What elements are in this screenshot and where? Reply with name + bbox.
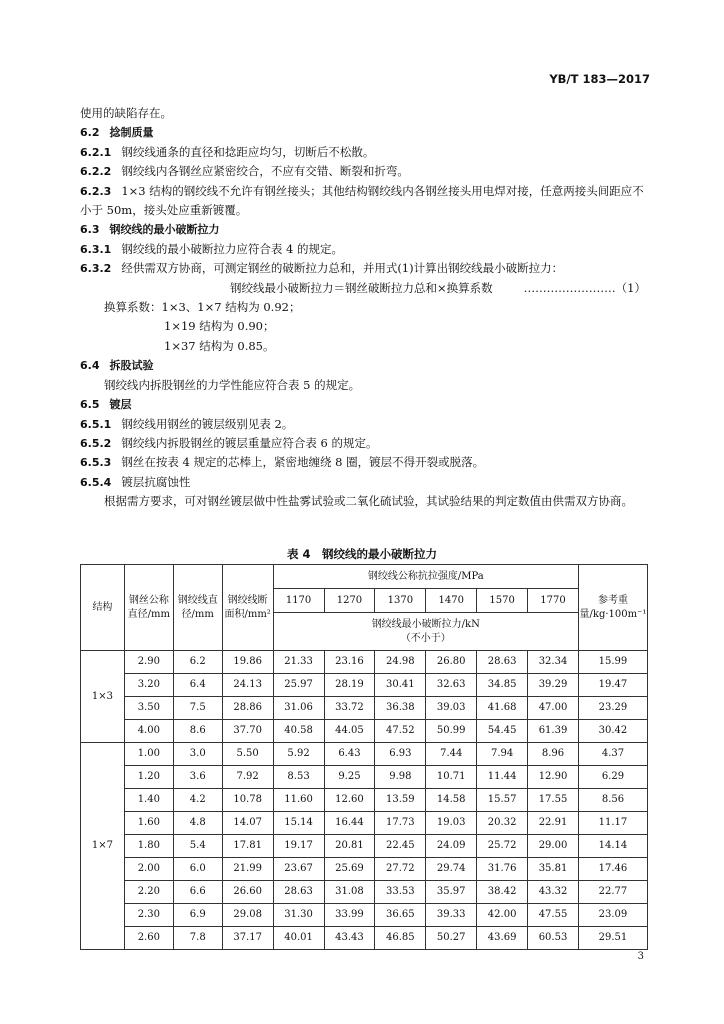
clause-6-5-3: 6.5.3 钢丝在按表 4 规定的芯棒上，紧密地缠绕 8 圈，镀层不得开裂或脱落。	[80, 455, 485, 470]
table-cell: 40.01	[273, 927, 324, 950]
breaking-force-table	[80, 564, 648, 950]
header-weight: 参考重量/kg·100m⁻¹	[578, 565, 647, 651]
table-cell: 27.72	[375, 858, 426, 881]
table-cell: 29.00	[528, 835, 579, 858]
table-cell: 10.71	[426, 766, 477, 789]
table-cell: 1.20	[124, 766, 173, 789]
table-cell: 6.2	[173, 651, 222, 674]
table-cell: 16.44	[324, 812, 375, 835]
table-cell: 17.55	[528, 789, 579, 812]
table-cell: 26.80	[426, 651, 477, 674]
table-cell: 25.69	[324, 858, 375, 881]
header-grade: 1470	[426, 589, 477, 613]
clause-6-2-1: 6.2.1 钢绞线通条的直径和捻距应均匀，切断后不松散。	[80, 144, 375, 159]
table-cell: 23.29	[578, 697, 647, 720]
table-row	[81, 651, 648, 674]
formula: 钢绞线最小破断拉力＝钢丝破断拉力总和×换算系数 ……………………（1）	[80, 279, 646, 298]
clause-6-5-4: 6.5.4 镀层抗腐蚀性	[80, 474, 191, 489]
table-row	[81, 904, 648, 927]
table-cell: 21.33	[273, 651, 324, 674]
table-cell: 37.70	[222, 720, 273, 743]
table-cell: 12.90	[528, 766, 579, 789]
table-cell: 4.2	[173, 789, 222, 812]
table-cell: 23.67	[273, 858, 324, 881]
table-cell: 6.9	[173, 904, 222, 927]
table-cell: 31.30	[273, 904, 324, 927]
header-area: 钢绞线断面积/mm²	[222, 565, 273, 651]
header-grade: 1770	[528, 589, 579, 613]
table-cell: 43.32	[528, 881, 579, 904]
table-cell: 7.5	[173, 697, 222, 720]
table-cell: 38.42	[477, 881, 528, 904]
table-cell: 5.92	[273, 743, 324, 766]
table-cell: 6.43	[324, 743, 375, 766]
table-row	[81, 927, 648, 950]
table-cell: 30.41	[375, 674, 426, 697]
table-cell: 9.98	[375, 766, 426, 789]
table-row	[81, 766, 648, 789]
table-cell: 36.65	[375, 904, 426, 927]
table-title: 表 4 钢绞线的最小破断拉力	[286, 547, 437, 561]
table-cell: 50.27	[426, 927, 477, 950]
table-cell: 15.99	[578, 651, 647, 674]
table-cell: 5.50	[222, 743, 273, 766]
table-cell: 4.00	[124, 720, 173, 743]
coefficient-line: 1×37 结构为 0.85。	[164, 338, 275, 353]
table-cell: 15.57	[477, 789, 528, 812]
table-cell: 26.60	[222, 881, 273, 904]
table-cell: 60.53	[528, 927, 579, 950]
table-cell: 39.29	[528, 674, 579, 697]
paragraph: 根据需方要求，可对钢丝镀层做中性盐雾试验或二氧化硫试验，其试验结果的判定数值由供需双方协商。	[104, 494, 633, 509]
table-cell: 4.8	[173, 812, 222, 835]
table-cell: 4.37	[578, 743, 647, 766]
table-cell: 17.81	[222, 835, 273, 858]
table-cell: 33.53	[375, 881, 426, 904]
table-cell: 36.38	[375, 697, 426, 720]
table-cell: 25.97	[273, 674, 324, 697]
table-cell: 28.19	[324, 674, 375, 697]
table-cell: 28.63	[477, 651, 528, 674]
body-text	[80, 104, 646, 512]
table-cell: 6.0	[173, 858, 222, 881]
table-cell: 3.6	[173, 766, 222, 789]
table-cell: 33.99	[324, 904, 375, 927]
section-heading-6-5: 6.5 镀层	[80, 398, 132, 412]
table-cell: 25.72	[477, 835, 528, 858]
table-cell: 31.08	[324, 881, 375, 904]
table-cell: 35.81	[528, 858, 579, 881]
table-cell: 9.25	[324, 766, 375, 789]
table-cell: 12.60	[324, 789, 375, 812]
table-cell: 2.30	[124, 904, 173, 927]
table-cell: 2.00	[124, 858, 173, 881]
section-heading-6-3: 6.3 钢绞线的最小破断拉力	[80, 223, 220, 237]
table-cell: 17.46	[578, 858, 647, 881]
coefficient-line: 换算系数：1×3、1×7 结构为 0.92；	[104, 300, 301, 315]
section-heading-6-2: 6.2 捻制质量	[80, 126, 154, 140]
table-cell: 1.80	[124, 835, 173, 858]
table-cell: 32.63	[426, 674, 477, 697]
table-row	[81, 812, 648, 835]
structure-cell: 1×3	[81, 651, 125, 743]
table-cell: 3.20	[124, 674, 173, 697]
table-cell: 29.51	[578, 927, 647, 950]
table-cell: 29.74	[426, 858, 477, 881]
coefficient-line: 1×19 结构为 0.90；	[164, 319, 275, 334]
section-heading-6-4: 6.4 拆股试验	[80, 359, 154, 373]
table-cell: 14.14	[578, 835, 647, 858]
clause-6-2-2: 6.2.2 钢绞线内各钢丝应紧密绞合，不应有交错、断裂和折弯。	[80, 164, 409, 179]
table-cell: 11.17	[578, 812, 647, 835]
paragraph: 钢绞线内拆股钢丝的力学性能应符合表 5 的规定。	[104, 377, 361, 392]
table-cell: 43.43	[324, 927, 375, 950]
clause-6-5-2: 6.5.2 钢绞线内拆股钢丝的镀层重量应符合表 6 的规定。	[80, 435, 378, 450]
table-cell: 31.76	[477, 858, 528, 881]
formula-number: ……………………（1）	[523, 280, 646, 295]
table-cell: 44.05	[324, 720, 375, 743]
table-cell: 28.86	[222, 697, 273, 720]
table-cell: 29.08	[222, 904, 273, 927]
table-cell: 22.77	[578, 881, 647, 904]
table-cell: 19.17	[273, 835, 324, 858]
header-grade: 1370	[375, 589, 426, 613]
table-cell: 24.09	[426, 835, 477, 858]
table-cell: 37.17	[222, 927, 273, 950]
table-cell: 6.4	[173, 674, 222, 697]
table-cell: 40.58	[273, 720, 324, 743]
table-cell: 11.60	[273, 789, 324, 812]
table-cell: 33.72	[324, 697, 375, 720]
header-grade: 1570	[477, 589, 528, 613]
table-row	[81, 881, 648, 904]
table-cell: 39.33	[426, 904, 477, 927]
table-cell: 35.97	[426, 881, 477, 904]
header-grade: 1170	[273, 589, 324, 613]
table-cell: 34.85	[477, 674, 528, 697]
table-cell: 8.56	[578, 789, 647, 812]
table-cell: 24.13	[222, 674, 273, 697]
clause-6-2-3: 6.2.3 1×3 结构的钢绞线不允许有钢丝接头；其他结构钢绞线内各钢丝接头用电焊对接，任意两接头间距应不小于 50m，接头处应重新镀覆。	[80, 183, 644, 218]
table-cell: 5.4	[173, 835, 222, 858]
table-cell: 19.86	[222, 651, 273, 674]
table-cell: 3.50	[124, 697, 173, 720]
table-cell: 14.07	[222, 812, 273, 835]
table-cell: 41.68	[477, 697, 528, 720]
table-cell: 31.06	[273, 697, 324, 720]
structure-cell: 1×7	[81, 743, 125, 950]
header-tensile-strength: 钢绞线公称抗拉强度/MPa	[273, 565, 578, 589]
table-cell: 46.85	[375, 927, 426, 950]
table-cell: 7.94	[477, 743, 528, 766]
table-cell: 1.60	[124, 812, 173, 835]
table-cell: 15.14	[273, 812, 324, 835]
header-wire-diameter: 钢丝公称直径/mm	[124, 565, 173, 651]
table-cell: 39.03	[426, 697, 477, 720]
table-cell: 17.73	[375, 812, 426, 835]
table-row	[81, 743, 648, 766]
table-cell: 28.63	[273, 881, 324, 904]
table-cell: 2.20	[124, 881, 173, 904]
table-cell: 42.00	[477, 904, 528, 927]
table-cell: 7.44	[426, 743, 477, 766]
table-row	[81, 858, 648, 881]
table-cell: 22.45	[375, 835, 426, 858]
clause-6-3-1: 6.3.1 钢绞线的最小破断拉力应符合表 4 的规定。	[80, 241, 343, 256]
table-cell: 2.90	[124, 651, 173, 674]
header-breaking-force: 钢绞线最小破断拉力/kN （不小于）	[273, 613, 578, 651]
table-cell: 1.00	[124, 743, 173, 766]
table-cell: 43.69	[477, 927, 528, 950]
table-cell: 1.40	[124, 789, 173, 812]
table-cell: 47.55	[528, 904, 579, 927]
table-cell: 24.98	[375, 651, 426, 674]
table-cell: 50.99	[426, 720, 477, 743]
header-strand-diameter: 钢绞线直径/mm	[173, 565, 222, 651]
table-cell: 8.96	[528, 743, 579, 766]
table-cell: 22.91	[528, 812, 579, 835]
table-cell: 8.53	[273, 766, 324, 789]
table-cell: 19.47	[578, 674, 647, 697]
table-cell: 19.03	[426, 812, 477, 835]
clause-6-3-2: 6.3.2 经供需双方协商，可测定钢丝的破断拉力总和，并用式(1)计算出钢绞线最小破断拉力：	[80, 261, 564, 276]
table-cell: 7.8	[173, 927, 222, 950]
header-grade: 1270	[324, 589, 375, 613]
table-cell: 6.29	[578, 766, 647, 789]
table-cell: 30.42	[578, 720, 647, 743]
table-cell: 20.32	[477, 812, 528, 835]
standard-code: YB/T 183—2017	[549, 72, 650, 86]
table-cell: 47.00	[528, 697, 579, 720]
table-row	[81, 789, 648, 812]
table-cell: 7.92	[222, 766, 273, 789]
table-cell: 6.93	[375, 743, 426, 766]
table-cell: 11.44	[477, 766, 528, 789]
table-cell: 8.6	[173, 720, 222, 743]
page-number: 3	[637, 951, 644, 962]
table-row	[81, 720, 648, 743]
table-cell: 2.60	[124, 927, 173, 950]
table-row	[81, 674, 648, 697]
table-cell: 23.09	[578, 904, 647, 927]
clause-6-5-1: 6.5.1 钢绞线用钢丝的镀层级别见表 2。	[80, 416, 294, 431]
paragraph: 使用的缺陷存在。	[80, 106, 172, 120]
table-cell: 3.0	[173, 743, 222, 766]
table-cell: 23.16	[324, 651, 375, 674]
table-cell: 20.81	[324, 835, 375, 858]
table-row	[81, 835, 648, 858]
table-cell: 6.6	[173, 881, 222, 904]
table-cell: 32.34	[528, 651, 579, 674]
table-cell: 10.78	[222, 789, 273, 812]
header-structure: 结构	[81, 565, 125, 651]
table-row	[81, 697, 648, 720]
table-cell: 14.58	[426, 789, 477, 812]
table-cell: 21.99	[222, 858, 273, 881]
table-cell: 54.45	[477, 720, 528, 743]
table-cell: 47.52	[375, 720, 426, 743]
table-cell: 61.39	[528, 720, 579, 743]
table-cell: 13.59	[375, 789, 426, 812]
